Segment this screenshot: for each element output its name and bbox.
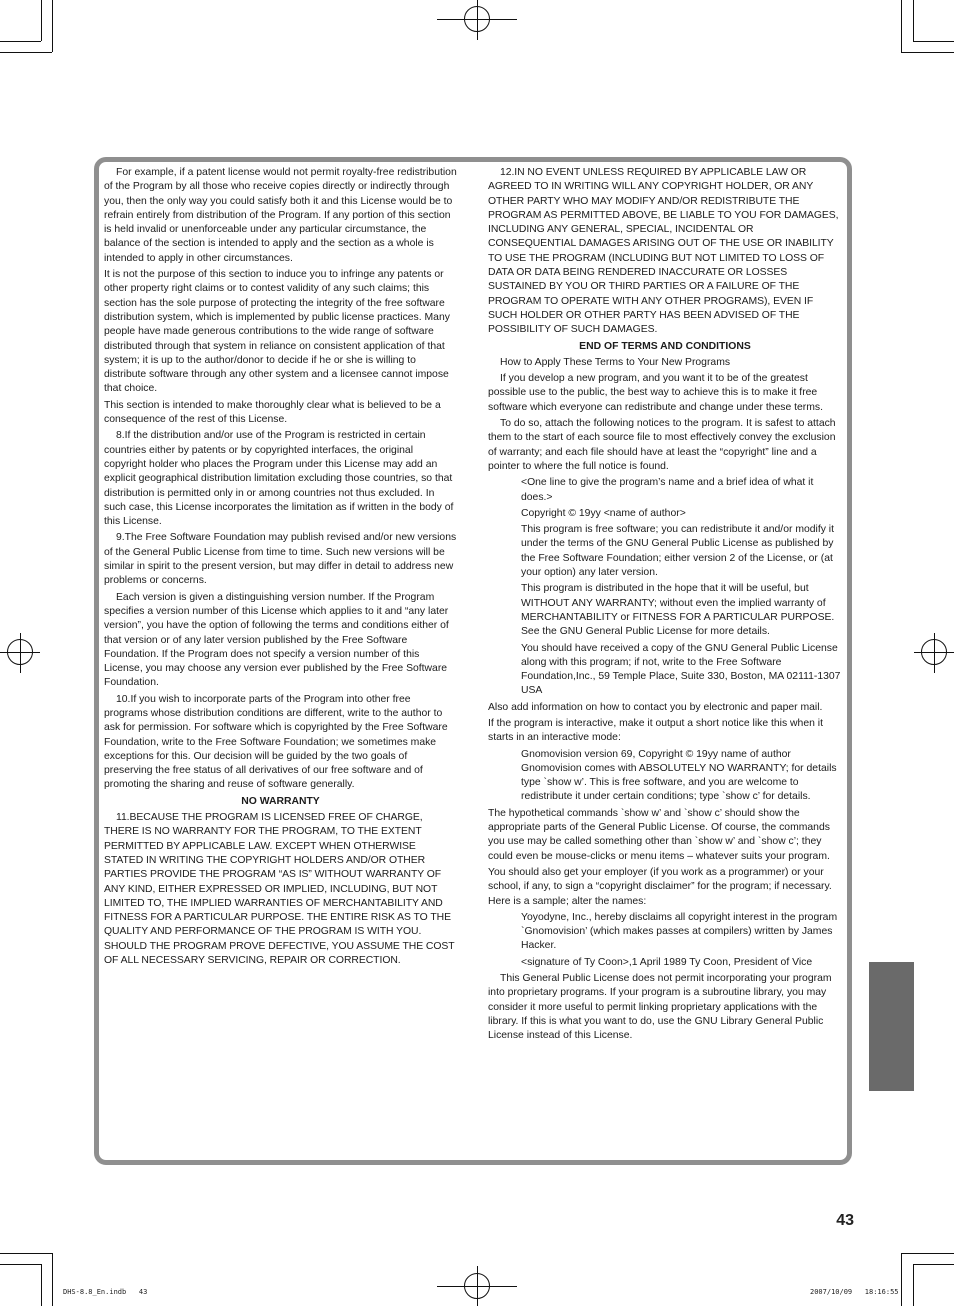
paragraph: How to Apply These Terms to Your New Programs — [500, 356, 731, 368]
paragraph: You should also get your employer (if you work as a programmer) or your school, if any, to sign a “copyright disclaimer” for the program; if necessary. Here is a sample; alter the names: — [488, 866, 832, 907]
section-heading: NO WARRANTY — [241, 795, 320, 807]
paragraph: For example, if a patent license would not permit royalty-free redistribution of the Program by all those who receive copies directly or indirectly through you, then the only way you could satisfy both it and this License would be to refrain entirely from distribution of the Program. If any portion of this section is held invalid or unenforceable under any particular circumstance, the balance of the section is intended to apply and the section as a whole is intended to apply in other circumstances. — [104, 167, 457, 264]
paragraph: Each version is given a distinguishing version number. If the Program specifies a version number of this License which applies to it and “any later version”, you have the option of following the terms and conditions either of that version or of any later version published by the Free Software Foundation. If the Program does not specify a version number of this License, you may choose any version ever published by the Free Software Foundation. — [104, 591, 449, 689]
crop-mark — [0, 1253, 52, 1254]
paragraph: If the program is interactive, make it output a short notice like this when it starts in an interactive mode: — [488, 717, 823, 744]
paragraph: 9.The Free Software Foundation may publish revised and/or new versions of the General Public License from time to time. Such new versions will be similar in spirit to the present version, but may differ in detail to address new problems or concerns. — [104, 532, 457, 587]
registration-circle — [7, 639, 33, 665]
page-number: 43 — [836, 1212, 854, 1229]
notice-block: Copyright © 19yy <name of author> — [521, 507, 686, 519]
paragraph: The hypothetical commands `show w’ and `show c’ should show the appropriate parts of the General Public License. Of course, the commands you use may be called something other than `show w’ and `show c’; they could even be mouse-clicks or menu items – whatever suits your program. — [488, 807, 830, 862]
crop-mark — [41, 0, 42, 41]
paragraph: It is not the purpose of this section to induce you to infringe any patents or other property right claims or to contest validity of any such claims; this section has the sole purpose of protecting the integrity of the free software distribution system, which is implemented by public license practices. Many people have made generous contributions to the wide range of software distributed through that system in reliance on consistent application of that system; it is up to the author/donor to decide if he or she is willing to distribute software through any other system and a licensee cannot impose that choice. — [104, 269, 450, 395]
left-column — [104, 166, 457, 970]
registration-circle — [921, 639, 947, 665]
section-heading: END OF TERMS AND CONDITIONS — [579, 340, 751, 352]
print-slug-file: DHS-8.8_En.indb 43 — [63, 1288, 148, 1296]
crop-mark — [913, 1264, 954, 1265]
crop-mark — [913, 0, 914, 41]
crop-mark — [0, 41, 41, 42]
paragraph: 11.BECAUSE THE PROGRAM IS LICENSED FREE OF CHARGE, THERE IS NO WARRANTY FOR THE PROGRAM, TO THE EXTENT PERMITTED BY APPLICABLE LAW. EXCEPT WHEN OTHERWISE STATED IN WRITING THE COPYRIGHT HOLDERS AND/OR OTHER PARTIES PROVIDE THE PROGRAM “AS IS” WITHOUT WARRANTY OF ANY KIND, EITHER EXPRESSED OR IMPLIED, INCLUDING, BUT NOT LIMITED TO, THE IMPLIED WARRANTIES OF MERCHANTABILITY AND FITNESS FOR A PARTICULAR PURPOSE. THE ENTIRE RISK AS TO THE QUALITY AND PERFORMANCE OF THE PROGRAM IS WITH YOU. SHOULD THE PROGRAM PROVE DEFECTIVE, YOU ASSUME THE COST OF ALL NECESSARY SERVICING, REPAIR OR CORRECTION. — [104, 812, 455, 967]
paragraph: This section is intended to make thoroughly clear what is believed to be a consequence of the rest of this License. — [104, 399, 441, 426]
crop-mark — [901, 0, 902, 52]
notice-block: You should have received a copy of the GNU General Public License along with this program; if not, write to the Free Software Foundation,Inc., 59 Temple Place, Suite 330, Boston, MA 02111-1307 USA — [521, 642, 841, 697]
notice-block: This program is free software; you can redistribute it and/or modify it under the terms of the GNU General Public License as published by the Free Software Foundation; either version 2 of the License, or (at your option) any later version. — [521, 524, 835, 579]
crop-mark — [52, 1253, 53, 1306]
paragraph: This General Public License does not permit incorporating your program into proprietary programs. If your program is a subroutine library, you may consider it more useful to permit linking proprietary applications with the library. If this is what you want to do, use the GNU Library General Public License instead of this License. — [488, 973, 832, 1042]
paragraph: Also add information on how to contact you by electronic and paper mail. — [488, 701, 823, 713]
print-slug-timestamp: 2007/10/09 18:16:55 — [810, 1288, 899, 1296]
crop-mark — [41, 1264, 42, 1306]
notice-block: <One line to give the program’s name and a brief idea of what it does.> — [521, 477, 814, 503]
crop-mark — [913, 41, 954, 42]
right-column — [488, 166, 842, 1046]
paragraph: 12.IN NO EVENT UNLESS REQUIRED BY APPLICABLE LAW OR AGREED TO IN WRITING WILL ANY COPYRIGHT HOLDER, OR ANY OTHER PARTY WHO MAY MODIFY AND/OR REDISTRIBUTE THE PROGRAM AS PERMITTED ABOVE, BE LIABLE TO YOU FOR DAMAGES, INCLUDING ANY GENERAL, SPECIAL, INCIDENTAL OR CONSEQUENTIAL DAMAGES ARISING OUT OF THE USE OR INABILITY TO USE THE PROGRAM (INCLUDING BUT NOT LIMITED TO LOSS OF DATA OR DATA BEING RENDERED INACCURATE OR LOSSES SUSTAINED BY YOU OR THIRD PARTIES OR A FAILURE OF THE PROGRAM TO OPERATE WITH ANY OTHER PROGRAMS), EVEN IF SUCH HOLDER OR OTHER PARTY HAS BEEN ADVISED OF THE POSSIBILITY OF SUCH DAMAGES. — [488, 167, 839, 336]
crop-mark — [901, 1253, 902, 1306]
notice-block: This program is distributed in the hope that it will be useful, but WITHOUT ANY WARRANTY; without even the implied warranty of MERCHANTABILITY or FITNESS FOR A PARTICULAR PURPOSE. See the GNU General Public License for more details. — [521, 583, 835, 638]
crop-mark — [913, 1264, 914, 1306]
side-tab — [869, 962, 914, 1091]
paragraph: If you develop a new program, and you want it to be of the greatest possible use to the public, the best way to achieve this is to make it free software which everyone can redistribute and change under these terms. — [488, 373, 823, 413]
registration-circle — [464, 6, 490, 32]
notice-block: Yoyodyne, Inc., hereby disclaims all copyright interest in the program `Gnomovision’ (which makes passes at compilers) written by James Hacker. — [521, 911, 838, 952]
paragraph: 8.If the distribution and/or use of the Program is restricted in certain countries either by patents or by copyrighted interfaces, the original copyright holder who places the Program under this License may add an explicit geographical distribution limitation excluding those countries, so that distribution is permitted only in or among countries not thus excluded. In such case, this License incorporates the limitation as if written in the body of this License. — [104, 430, 454, 528]
registration-circle — [464, 1273, 490, 1299]
notice-block: <signature of Ty Coon>,1 April 1989 Ty Coon, President of Vice — [521, 956, 813, 968]
paragraph: 10.If you wish to incorporate parts of the Program into other free programs whose distribution conditions are different, write to the author to ask for permission. For software which is copyrighted by the Free Software Foundation, write to the Free Software Foundation; we sometimes make exceptions for this. Our decision will be guided by the two goals of preserving the free status of all derivatives of our free software and of promoting the sharing and reuse of software generally. — [104, 693, 448, 791]
crop-mark — [901, 52, 954, 53]
paragraph: To do so, attach the following notices to the program. It is safest to attach them to the start of each source file to most effectively convey the exclusion of warranty; and each file should have at least the “copyright” line and a pointer to where the full notice is found. — [488, 418, 836, 472]
crop-mark — [901, 1253, 954, 1254]
crop-mark — [0, 1264, 41, 1265]
crop-mark — [0, 52, 52, 53]
notice-block: Gnomovision version 69, Copyright © 19yy name of author Gnomovision comes with ABSOLUTELY NO WARRANTY; for details type `show w’. This is free software, and you are welcome to redistribute it under certain conditions; type `show c’ for details. — [521, 748, 837, 803]
crop-mark — [52, 0, 53, 52]
